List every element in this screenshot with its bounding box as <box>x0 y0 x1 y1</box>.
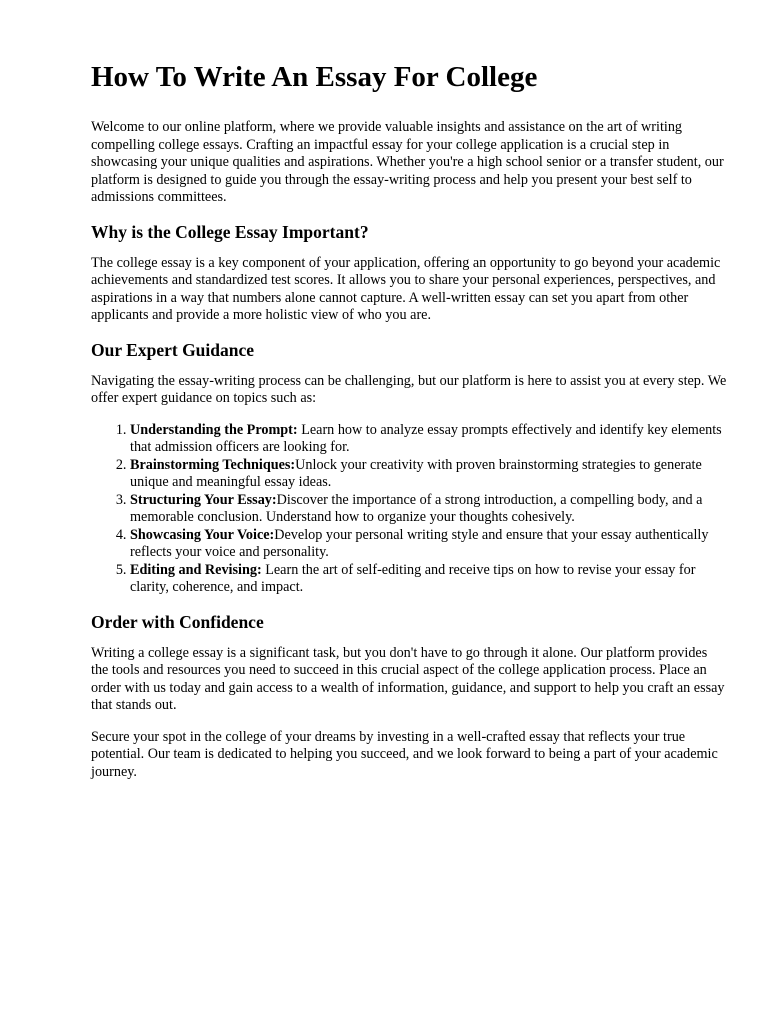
list-item-text: Unlock your creativity with proven brainstorming strategies to generate unique and meaningful essay ideas. <box>130 456 702 490</box>
section-heading-importance: Why is the College Essay Important? <box>91 221 369 242</box>
list-item-term: Brainstorming Techniques: <box>130 456 296 473</box>
importance-paragraph: The college essay is a key component of your application, offering an opportunity to go beyond your academic achievements and standardized test scores. It allows you to share your personal experiences, perspectives, and aspirations in a way that numbers alone cannot capture. A well-written essay can set you apart from other applicants and provide a more holistic view of who you are. <box>91 254 721 323</box>
guidance-list <box>91 422 728 597</box>
list-item <box>130 562 728 597</box>
list-item <box>130 457 728 492</box>
list-item-term: Understanding the Prompt: <box>130 421 298 438</box>
list-item <box>130 492 728 527</box>
list-item-term: Editing and Revising: <box>130 561 262 578</box>
list-item <box>130 527 728 562</box>
list-item-text: Develop your personal writing style and ensure that your essay authentically reflects your voice and personality. <box>130 526 709 560</box>
list-item-term: Structuring Your Essay: <box>130 491 277 508</box>
order-paragraph: Writing a college essay is a significant task, but you don't have to go through it alone. Our platform provides the tools and resources you need to succeed in this crucial aspect of the college application process. Place an order with us today and gain access to a wealth of information, guidance, and support to help you craft an essay that stands out. <box>91 644 725 713</box>
section-heading-guidance: Our Expert Guidance <box>91 339 255 360</box>
list-item-text: Learn how to analyze essay prompts effectively and identify key elements that admission officers are looking for. <box>130 421 722 455</box>
page-title: How To Write An Essay For College <box>91 61 538 93</box>
guidance-paragraph: Navigating the essay-writing process can be challenging, but our platform is here to assist you at every step. We offer expert guidance on topics such as: <box>91 372 727 406</box>
list-item <box>130 422 728 457</box>
list-item-text: Learn the art of self-editing and receive tips on how to revise your essay for clarity, coherence, and impact. <box>130 561 696 595</box>
list-item-term: Showcasing Your Voice: <box>130 526 275 543</box>
section-heading-order: Order with Confidence <box>91 611 264 632</box>
intro-paragraph: Welcome to our online platform, where we provide valuable insights and assistance on the art of writing compelling college essays. Crafting an impactful essay for your college application is a crucial step in showcasing your unique qualities and aspirations. Whether you're a high school senior or a transfer student, our platform is designed to guide you through the essay-writing process and help you present your best self to admissions committees. <box>91 119 724 205</box>
list-item-text: Discover the importance of a strong introduction, a compelling body, and a memorable conclusion. Understand how to organize your thoughts cohesively. <box>130 491 703 525</box>
closing-paragraph: Secure your spot in the college of your dreams by investing in a well-crafted essay that reflects your true potential. Our team is dedicated to helping you succeed, and we look forward to being a part of your academic journey. <box>91 728 718 780</box>
